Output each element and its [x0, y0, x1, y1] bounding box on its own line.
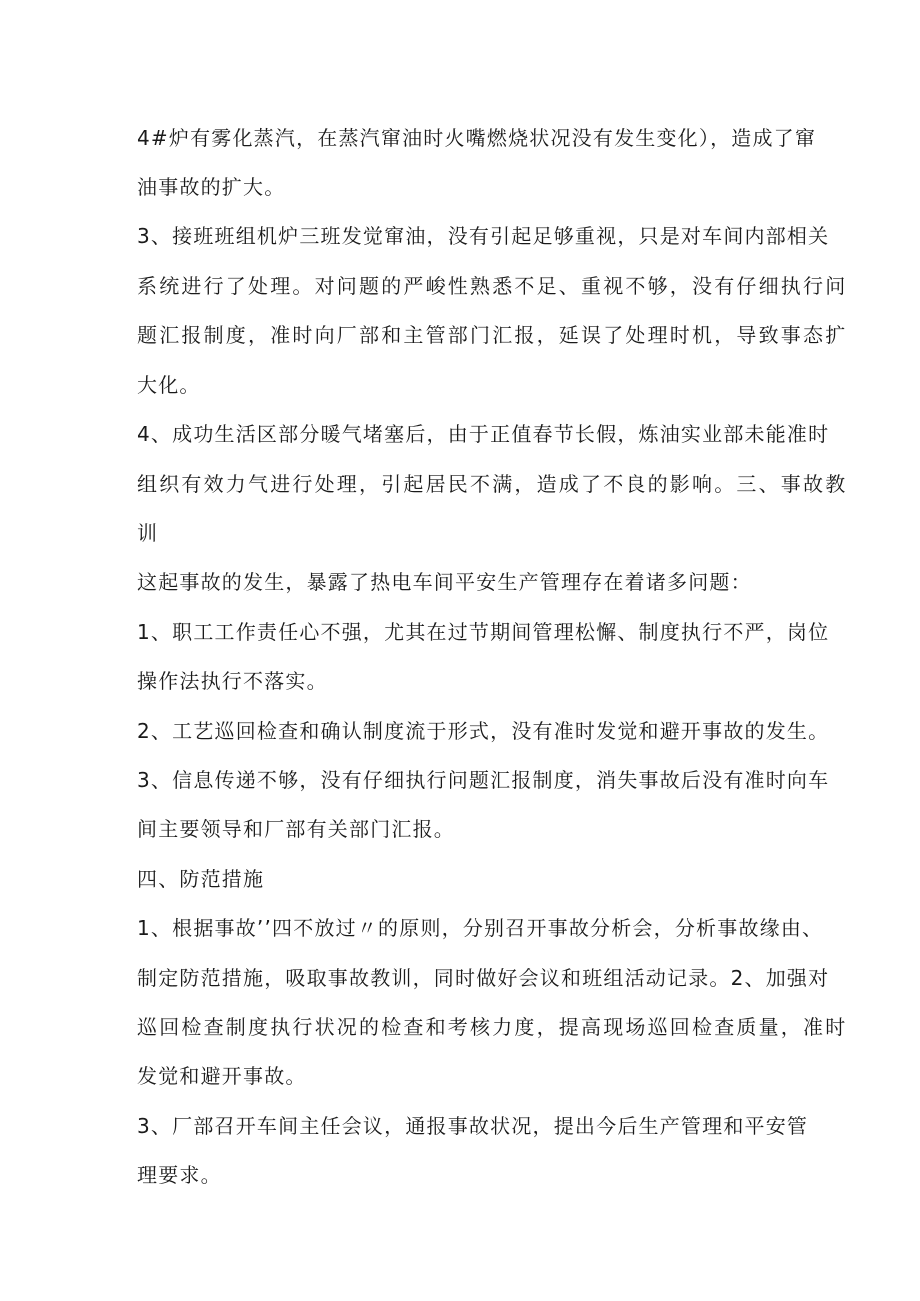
text-line: 间主要领导和厂部有关部门汇报。 — [137, 817, 455, 841]
text-line: 系统进行了处理。对问题的严峻性熟悉不足、重视不够，没有仔细执行问 — [137, 274, 848, 298]
text-line: 油事故的扩大。 — [137, 175, 286, 199]
text-line: 题汇报制度，准时向厂部和主管部门汇报，延误了处理时机，导致事态扩 — [137, 323, 848, 347]
text-line: 巡回检查制度执行状况的检查和考核力度，提高现场巡回检查质量，准时 — [137, 1015, 848, 1039]
text-line: 理要求。 — [137, 1163, 222, 1187]
text-line: 大化。 — [137, 373, 201, 397]
text-line: 3、接班班组机炉三班发觉窜油，没有引起足够重视，只是对车间内部相关 — [137, 224, 830, 248]
section-heading: 四、防范措施 — [137, 867, 265, 891]
text-line: 4#炉有雾化蒸汽，在蒸汽窜油时火嘴燃烧状况没有发生变化），造成了窜 — [137, 126, 817, 150]
text-line: 发觉和避开事故。 — [137, 1064, 307, 1088]
text-line: 这起事故的发生，暴露了热电车间平安生产管理存在着诸多问题： — [137, 570, 752, 594]
text-line: 制定防范措施，吸取事故教训，同时做好会议和班组活动记录。2、加强对 — [137, 966, 830, 990]
text-line: 组织有效力气进行处理，引起居民不满，造成了不良的影响。三、事故教 — [137, 472, 848, 496]
text-line: 3、厂部召开车间主任会议，通报事故状况，提出今后生产管理和平安管 — [137, 1114, 809, 1138]
text-line: 4、成功生活区部分暖气堵塞后，由于正值春节长假，炼油实业部未能准时 — [137, 422, 830, 446]
text-line: 3、信息传递不够，没有仔细执行问题汇报制度，消失事故后没有准时向车 — [137, 768, 830, 792]
text-line: 2、工艺巡回检查和确认制度流于形式，没有准时发觉和避开事故的发生。 — [137, 719, 830, 743]
text-line: 训 — [137, 521, 159, 545]
text-line: 1、职工工作责任心不强，尤其在过节期间管理松懈、制度执行不严，岗位 — [137, 620, 830, 644]
text-line: 操作法执行不落实。 — [137, 669, 328, 693]
text-line: 1、根据事故’’四不放过〃的原则，分别召开事故分析会，分析事故缘由、 — [137, 916, 824, 940]
